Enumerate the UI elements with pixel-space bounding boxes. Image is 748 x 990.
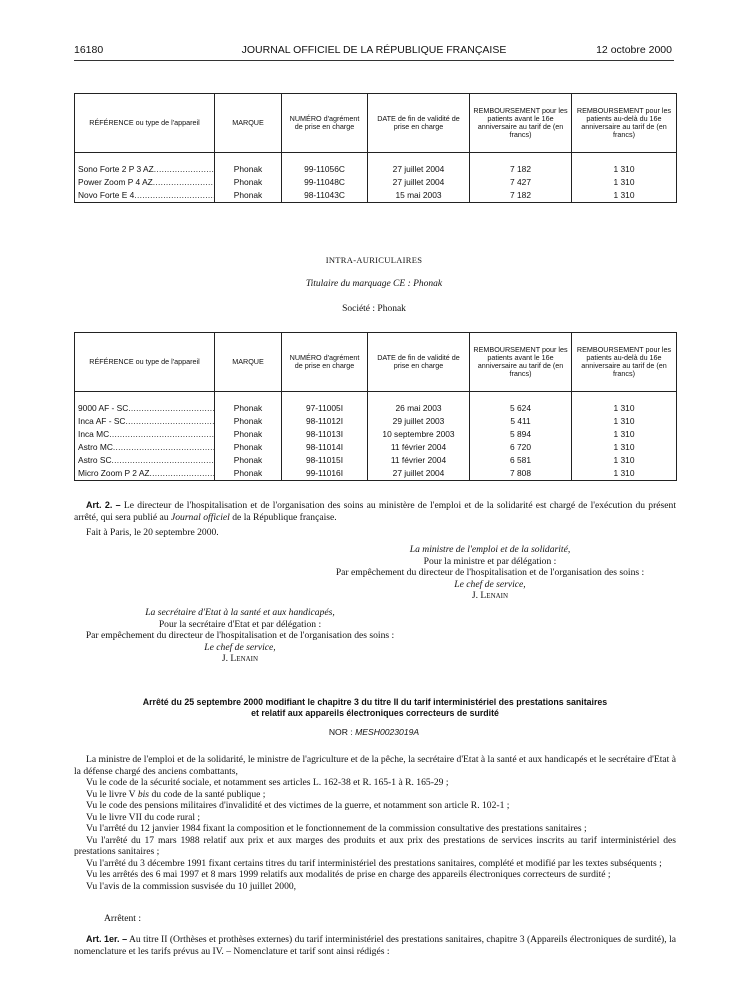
nor-value: MESH0023019A [355,727,420,737]
journal-officiel-ref: Journal officiel [170,511,230,523]
ref-cell: Inca MC [78,429,110,439]
arrete-title [74,697,676,718]
remb-avant-cell: 5 894 [470,428,572,441]
ref-cell: Novo Forte E 4 [78,190,135,200]
remb-avant-cell: 7 808 [470,467,572,481]
col-remb-avant-header: REMBOURSEMENT pour les patients avant le 16e anniversaire au tarif de (en francs) [470,333,572,392]
table-row [75,441,677,454]
article-2-label: Art. 2. – [86,500,121,510]
visa-line: Vu l'arrêté du 3 décembre 1991 fixant certains titres du tarif interministériel des prestations sanitaires, complété et modifié par les textes subséquents ; [86,857,662,869]
societe-line: Société : Phonak [342,304,406,314]
ref-cell: Power Zoom P 4 AZ [78,177,153,187]
titulaire-line: Titulaire du marquage CE : Phonak [305,279,443,289]
numero-cell: 98-11013I [282,428,368,441]
visa-line: Vu le code de la sécurité sociale, et notamment ses articles L. 162-38 et R. 165-1 à R. 165-29 ; [86,777,449,788]
page-number: 16180 [74,44,104,56]
remb-apres-cell: 1 310 [572,402,677,415]
col-numero-header: NUMÉRO d'agrément de prise en charge [282,333,368,392]
remb-apres-cell: 1 310 [572,454,677,467]
table-row [75,176,677,189]
signatory-title: La ministre de l'emploi et de la solidarité, [409,544,571,555]
remb-apres-cell: 1 310 [572,176,677,189]
article-1 [74,934,676,957]
date-cell: 27 juillet 2004 [368,467,470,481]
table-row [75,402,677,415]
visa-line: Vu l'arrêté du 12 janvier 1984 fixant la composition et le fonctionnement de la commission consultative des prestations sanitaires ; [86,823,587,834]
date-cell: 10 septembre 2003 [368,428,470,441]
marque-cell: Phonak [215,428,282,441]
numero-cell: 98-11014I [282,441,368,454]
numero-cell: 99-11048C [282,176,368,189]
signatory-role: Le chef de service, [204,641,276,653]
delegation-line: Pour la ministre et par délégation : [423,555,557,567]
arrete-title-line-2: et relatif aux appareils électroniques correcteurs de surdité [251,707,499,718]
marque-cell: Phonak [215,441,282,454]
intro-paragraph: La ministre de l'emploi et de la solidarité, le ministre de l'agriculture et de la pêche, la secrétaire d'Etat à la santé et aux handicapés et le secrétaire d'Etat à la défense chargé des anciens combattants, [74,754,677,777]
article-2-text-end: de la République française. [229,511,337,523]
header-rule [74,60,674,61]
empechement-line: Par empêchement du directeur de l'hospitalisation et de l'organisation des soins : [335,567,645,578]
signatory-name: J. Lenain [221,653,259,664]
fait-a-paris: Fait à Paris, le 20 septembre 2000. [86,527,219,538]
remb-avant-cell: 6 720 [470,441,572,454]
table-1 [74,93,677,203]
visa-line: Vu l'arrêté du 17 mars 1988 relatif aux prix et aux marges des produits et aux prix des prestations de services inscrits au tarif interministériel des prestations sanitaires ; [74,834,676,857]
numero-cell: 99-11016I [282,467,368,481]
col-remb-avant-header: REMBOURSEMENT pour les patients avant le 16e anniversaire au tarif de (en francs) [470,94,572,153]
ref-cell: Sono Forte 2 P 3 AZ [78,164,154,174]
remb-apres-cell: 1 310 [572,467,677,481]
arrete-title-line-1: Arrêté du 25 septembre 2000 modifiant le chapitre 3 du titre II du tarif interministériel des prestations sanitaires [142,697,608,707]
nor-label: NOR : [328,727,353,737]
signature-block-1 [300,544,680,602]
remb-apres-cell: 1 310 [572,441,677,454]
table-row [75,189,677,203]
visa-line: Vu le code des pensions militaires d'invalidité et des victimes de la guerre, et notamment son article R. 102-1 ; [86,800,510,811]
visa-line: Vu le livre V bis du code de la santé publique ; [86,788,266,800]
header-date: 12 octobre 2000 [596,44,672,56]
delegation-line: Pour la secrétaire d'Etat et par délégation : [158,618,322,630]
remb-apres-cell: 1 310 [572,163,677,176]
ref-cell: Micro Zoom P 2 AZ [78,468,150,478]
article-1-text: Au titre II (Orthèses et prothèses externes) du tarif interministériel des prestations sanitaires, chapitre 3 (Appareils électroniques de surdité), la nomenclature et les tarifs prévus au IV. – Nomenclature et tarif sont ainsi rédigés : [74,934,676,957]
article-1-label: Art. 1er. – [86,934,128,944]
date-cell: 11 février 2004 [368,441,470,454]
remb-apres-cell: 1 310 [572,415,677,428]
marque-cell: Phonak [215,467,282,481]
col-numero-header: NUMÉRO d'agrément de prise en charge [282,94,368,153]
journal-title: JOURNAL OFFICIEL DE LA RÉPUBLIQUE FRANÇAISE [241,44,507,56]
nor-line [0,727,748,737]
col-ref-header: RÉFÉRENCE ou type de l'appareil [75,94,215,153]
remb-avant-cell: 5 624 [470,402,572,415]
ref-cell: 9000 AF - SC [78,403,129,413]
numero-cell: 98-11015I [282,454,368,467]
table-2 [74,332,677,481]
col-date-header: DATE de fin de validité de prise en charge [368,333,470,392]
col-ref-header: RÉFÉRENCE ou type de l'appareil [75,333,215,392]
marque-cell: Phonak [215,415,282,428]
numero-cell: 98-11012I [282,415,368,428]
col-date-header: DATE de fin de validité de prise en charge [368,94,470,153]
numero-cell: 99-11056C [282,163,368,176]
marque-cell: Phonak [215,163,282,176]
remb-apres-cell: 1 310 [572,189,677,203]
arrete-body [74,754,676,892]
table-row [75,415,677,428]
signatory-title: La secrétaire d'Etat à la santé et aux handicapés, [145,607,335,618]
remb-avant-cell: 7 427 [470,176,572,189]
marque-cell: Phonak [215,454,282,467]
remb-apres-cell: 1 310 [572,428,677,441]
date-cell: 29 juillet 2003 [368,415,470,428]
date-cell: 27 juillet 2004 [368,176,470,189]
table-2-header [75,333,677,392]
remb-avant-cell: 5 411 [470,415,572,428]
ref-cell: Inca AF - SC [78,416,126,426]
date-cell: 27 juillet 2004 [368,163,470,176]
remb-avant-cell: 7 182 [470,189,572,203]
date-cell: 11 février 2004 [368,454,470,467]
col-remb-apres-header: REMBOURSEMENT pour les patients au-delà du 16e anniversaire au tarif de (en francs) [572,94,677,153]
numero-cell: 98-11043C [282,189,368,203]
signatory-name: J. Lenain [471,590,509,601]
ref-cell: Astro MC [78,442,113,452]
visa-line: Vu les arrêtés des 6 mai 1997 et 8 mars 1999 relatifs aux modalités de prise en charge des appareils électroniques correcteurs de surdité ; [86,869,611,880]
date-cell: 26 mai 2003 [368,402,470,415]
col-marque-header: MARQUE [215,94,282,153]
visa-line: Vu l'avis de la commission susvisée du 10 juillet 2000, [86,880,297,892]
remb-avant-cell: 6 581 [470,454,572,467]
marque-cell: Phonak [215,189,282,203]
signatory-role: Le chef de service, [454,578,526,590]
article-2 [74,500,676,523]
date-cell: 15 mai 2003 [368,189,470,203]
empechement-line: Par empêchement du directeur de l'hospitalisation et de l'organisation des soins : [85,630,395,641]
remb-avant-cell: 7 182 [470,163,572,176]
table-row [75,454,677,467]
marque-cell: Phonak [215,402,282,415]
marque-cell: Phonak [215,176,282,189]
col-remb-apres-header: REMBOURSEMENT pour les patients au-delà du 16e anniversaire au tarif de (en francs) [572,333,677,392]
table-row [75,467,677,481]
arretent-line: Arrêtent : [104,913,142,924]
visa-line: Vu le livre VII du code rural ; [86,811,201,823]
col-marque-header: MARQUE [215,333,282,392]
table-row [75,428,677,441]
section-title: INTRA-AURICULAIRES [325,255,423,265]
ref-cell: Astro SC [78,455,112,465]
table-1-header [75,94,677,153]
article-2-text: Le directeur de l'hospitalisation et de l'organisation des soins au ministère de l'emploi et de la solidarité est chargé de l'exécution du présent arrêté, qui sera publié au [74,500,676,523]
table-row [75,163,677,176]
signature-block-2 [50,607,430,665]
numero-cell: 97-11005I [282,402,368,415]
